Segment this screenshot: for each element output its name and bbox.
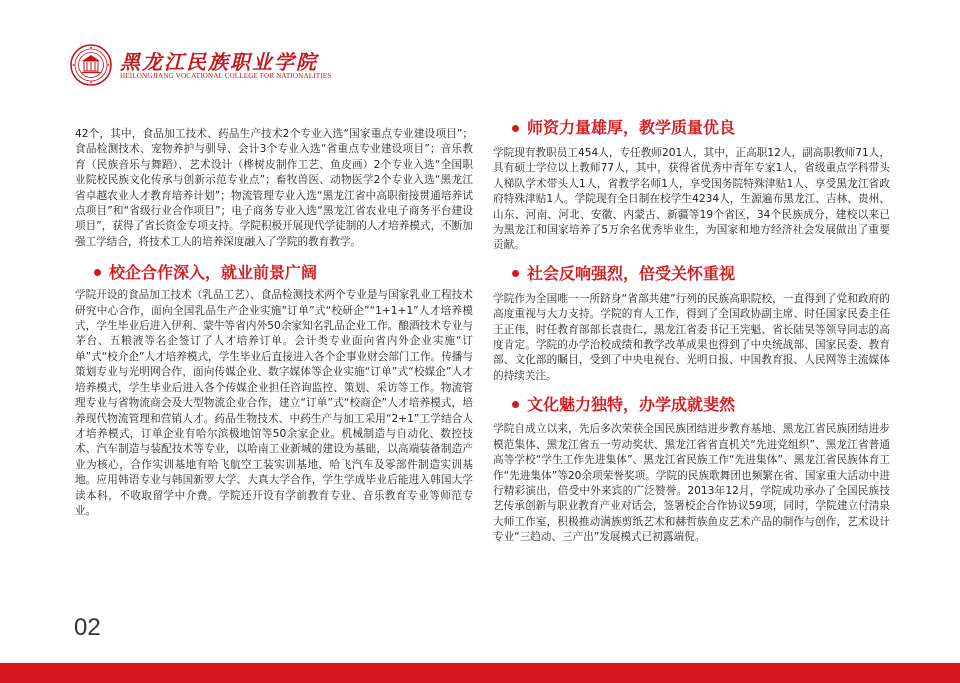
section-heading-text: 师资力量雄厚，教学质量优良 [527, 118, 736, 138]
section-heading-recognition [493, 259, 890, 289]
bullet-dot-icon [94, 269, 101, 276]
section-paragraph: 学院自成立以来，先后多次荣获全国民族团结进步教育基地、黑龙江省民族团结进步模范集体、黑龙江省五一劳动奖状、黑龙江省省直机关“先进党组织”、黑龙江省普通高等学校“学生工作先进集体”、黑龙江省民族工作“先进集体”、黑龙江省民族体育工作“先进集体”等20余项荣誉奖项。学院的民族歌舞团也频繁在省、国家重大活动中进行精彩演出，倍受中外来宾的广泛赞誉。2013年12月，学院成功承办了全国民族技艺传承创新与职业教育产业对话会，签署校企合作协议59项，同时，学院建立付清泉大师工作室，积极推动满族剪纸艺术和赫哲族鱼皮艺术产品的制作与创作，艺术设计专业“三趋动、三产出”发展模式已初露端倪。 [493, 423, 890, 544]
section-heading-culture [493, 389, 890, 419]
page-number: 02 [74, 614, 101, 641]
college-header [70, 44, 470, 88]
bullet-dot-icon [512, 270, 519, 277]
college-name-cn: 黑龙江民族职业学院 [120, 50, 318, 74]
footer-bar [0, 663, 960, 683]
section-heading-cooperation [75, 257, 473, 287]
college-seal-logo [70, 44, 112, 86]
bullet-dot-icon [512, 125, 519, 132]
left-column [75, 127, 473, 519]
section-heading-text: 社会反响强烈，倍受关怀重视 [527, 264, 736, 284]
section-heading-text: 文化魅力独特，办学成就斐然 [527, 394, 736, 414]
intro-paragraph: 42个，其中，食品加工技术、药品生产技术2个专业入选“国家重点专业建设项目”；食品检测技术、宠物养护与驯导、会计3个专业入选“省重点专业建设项目”；音乐教育（民族音乐与舞蹈）、艺术设计（桦树皮制作工艺、鱼皮画）2个专业入选“全国职业院校民族文化传承与创新示范专业点”；畜牧兽医、动物医学2个专业入选“黑龙江省卓越农业人才教育培养计划”；物流管理专业入选“黑龙江省中高职衔接贯通培养试点项目”和“省级行业合作项目”；电子商务专业入选“黑龙江省农业电子商务平台建设项目”，获得了省长资金专项支持。学院积极开展现代学徒制的人才培养模式，不断加强工学结合，将技术工人的培养深度融入了学院的教育教学。 [75, 128, 473, 248]
section-paragraph: 学院作为全国唯一一所跻身“省部共建”行列的民族高职院校，一直得到了党和政府的高度重视与大力支持。学院的育人工作，得到了全国政协副主席、时任国家民委主任王正伟，时任教育部部长袁贵仁，黑龙江省委书记王宪魁、省长陆昊等领导同志的高度肯定。学院的办学治校成绩和教学改革成果也得到了中央统战部、国家民委、教育部、文化部的瞩目，受到了中央电视台、光明日报、中国教育报、人民网等主流媒体的持续关注。 [493, 292, 890, 382]
section-paragraph: 学院开设的食品加工技术（乳品工艺）、食品检测技术两个专业是与国家乳业工程技术研究中心合作，面向全国乳品生产企业实施“订单”式“校研企”“1+1+1”人才培养模式，学生毕业后进入伊利、蒙牛等省内外50余家知名乳品企业工作。酿酒技术专业与茅台、五粮液等名企签订了人才培养订单。会计类专业面向省内外企业实施“订单”式“校介企”人才培养模式，学生毕业后直接进入各个企事业财会部门工作。传播与策划专业与光明网合作，面向传媒企业、数字媒体等企业实施“订单”式“校媒企”人才培养模式，学生毕业后进入各个传媒企业担任咨询监控、策划、采访等工作。物流管理专业与省物流商会及大型物流企业合作，建立“订单”式“校商企”人才培养模式，培养现代物流管理和营销人才。药品生物技术、中药生产与加工采用“2+1”工学结合人才培养模式，订单企业有哈尔滨极地馆等50余家企业。机械制造与自动化、数控技术、汽车制造与装配技术等专业，以哈南工业新城的建设为基础，以高端装备制造产业为核心，合作实训基地有哈飞航空工装实训基地、哈飞汽车及零部件制造实训基地。应用韩语专业与韩国新罗大学、大真大学合作，学生学成毕业后能进入韩国大学读本科，不收取留学中介费。学院还开设有学前教育专业、音乐教育专业等师范专业。 [75, 289, 473, 517]
bullet-dot-icon [512, 401, 519, 408]
section-heading-faculty [493, 113, 890, 143]
section-paragraph: 学院现有教职员工454人，专任教师201人，其中，正高职12人，副高职教师71人，具有硕士学位以上教师77人，其中，获得省优秀中青年专家1人，省级重点学科带头人梯队学术带头人1人，省教学名师1人，享受国务院特殊津贴1人、享受黑龙江省政府特殊津贴1人。学院现有全日制在校学生4234人，生源遍布黑龙江、吉林、贵州、山东、河南、河北、安徽、内蒙古、新疆等19个省区，34个民族成分，建校以来已为黑龙江和国家培养了5万余名优秀毕业生，为国家和地方经济社会发展做出了重要贡献。 [493, 147, 890, 252]
college-name-en: HEILONGJIANG VOCATIONAL COLLEGE FOR NATIONALITIES [120, 72, 332, 80]
section-heading-text: 校企合作深入，就业前景广阔 [109, 262, 318, 282]
right-column [493, 113, 890, 546]
